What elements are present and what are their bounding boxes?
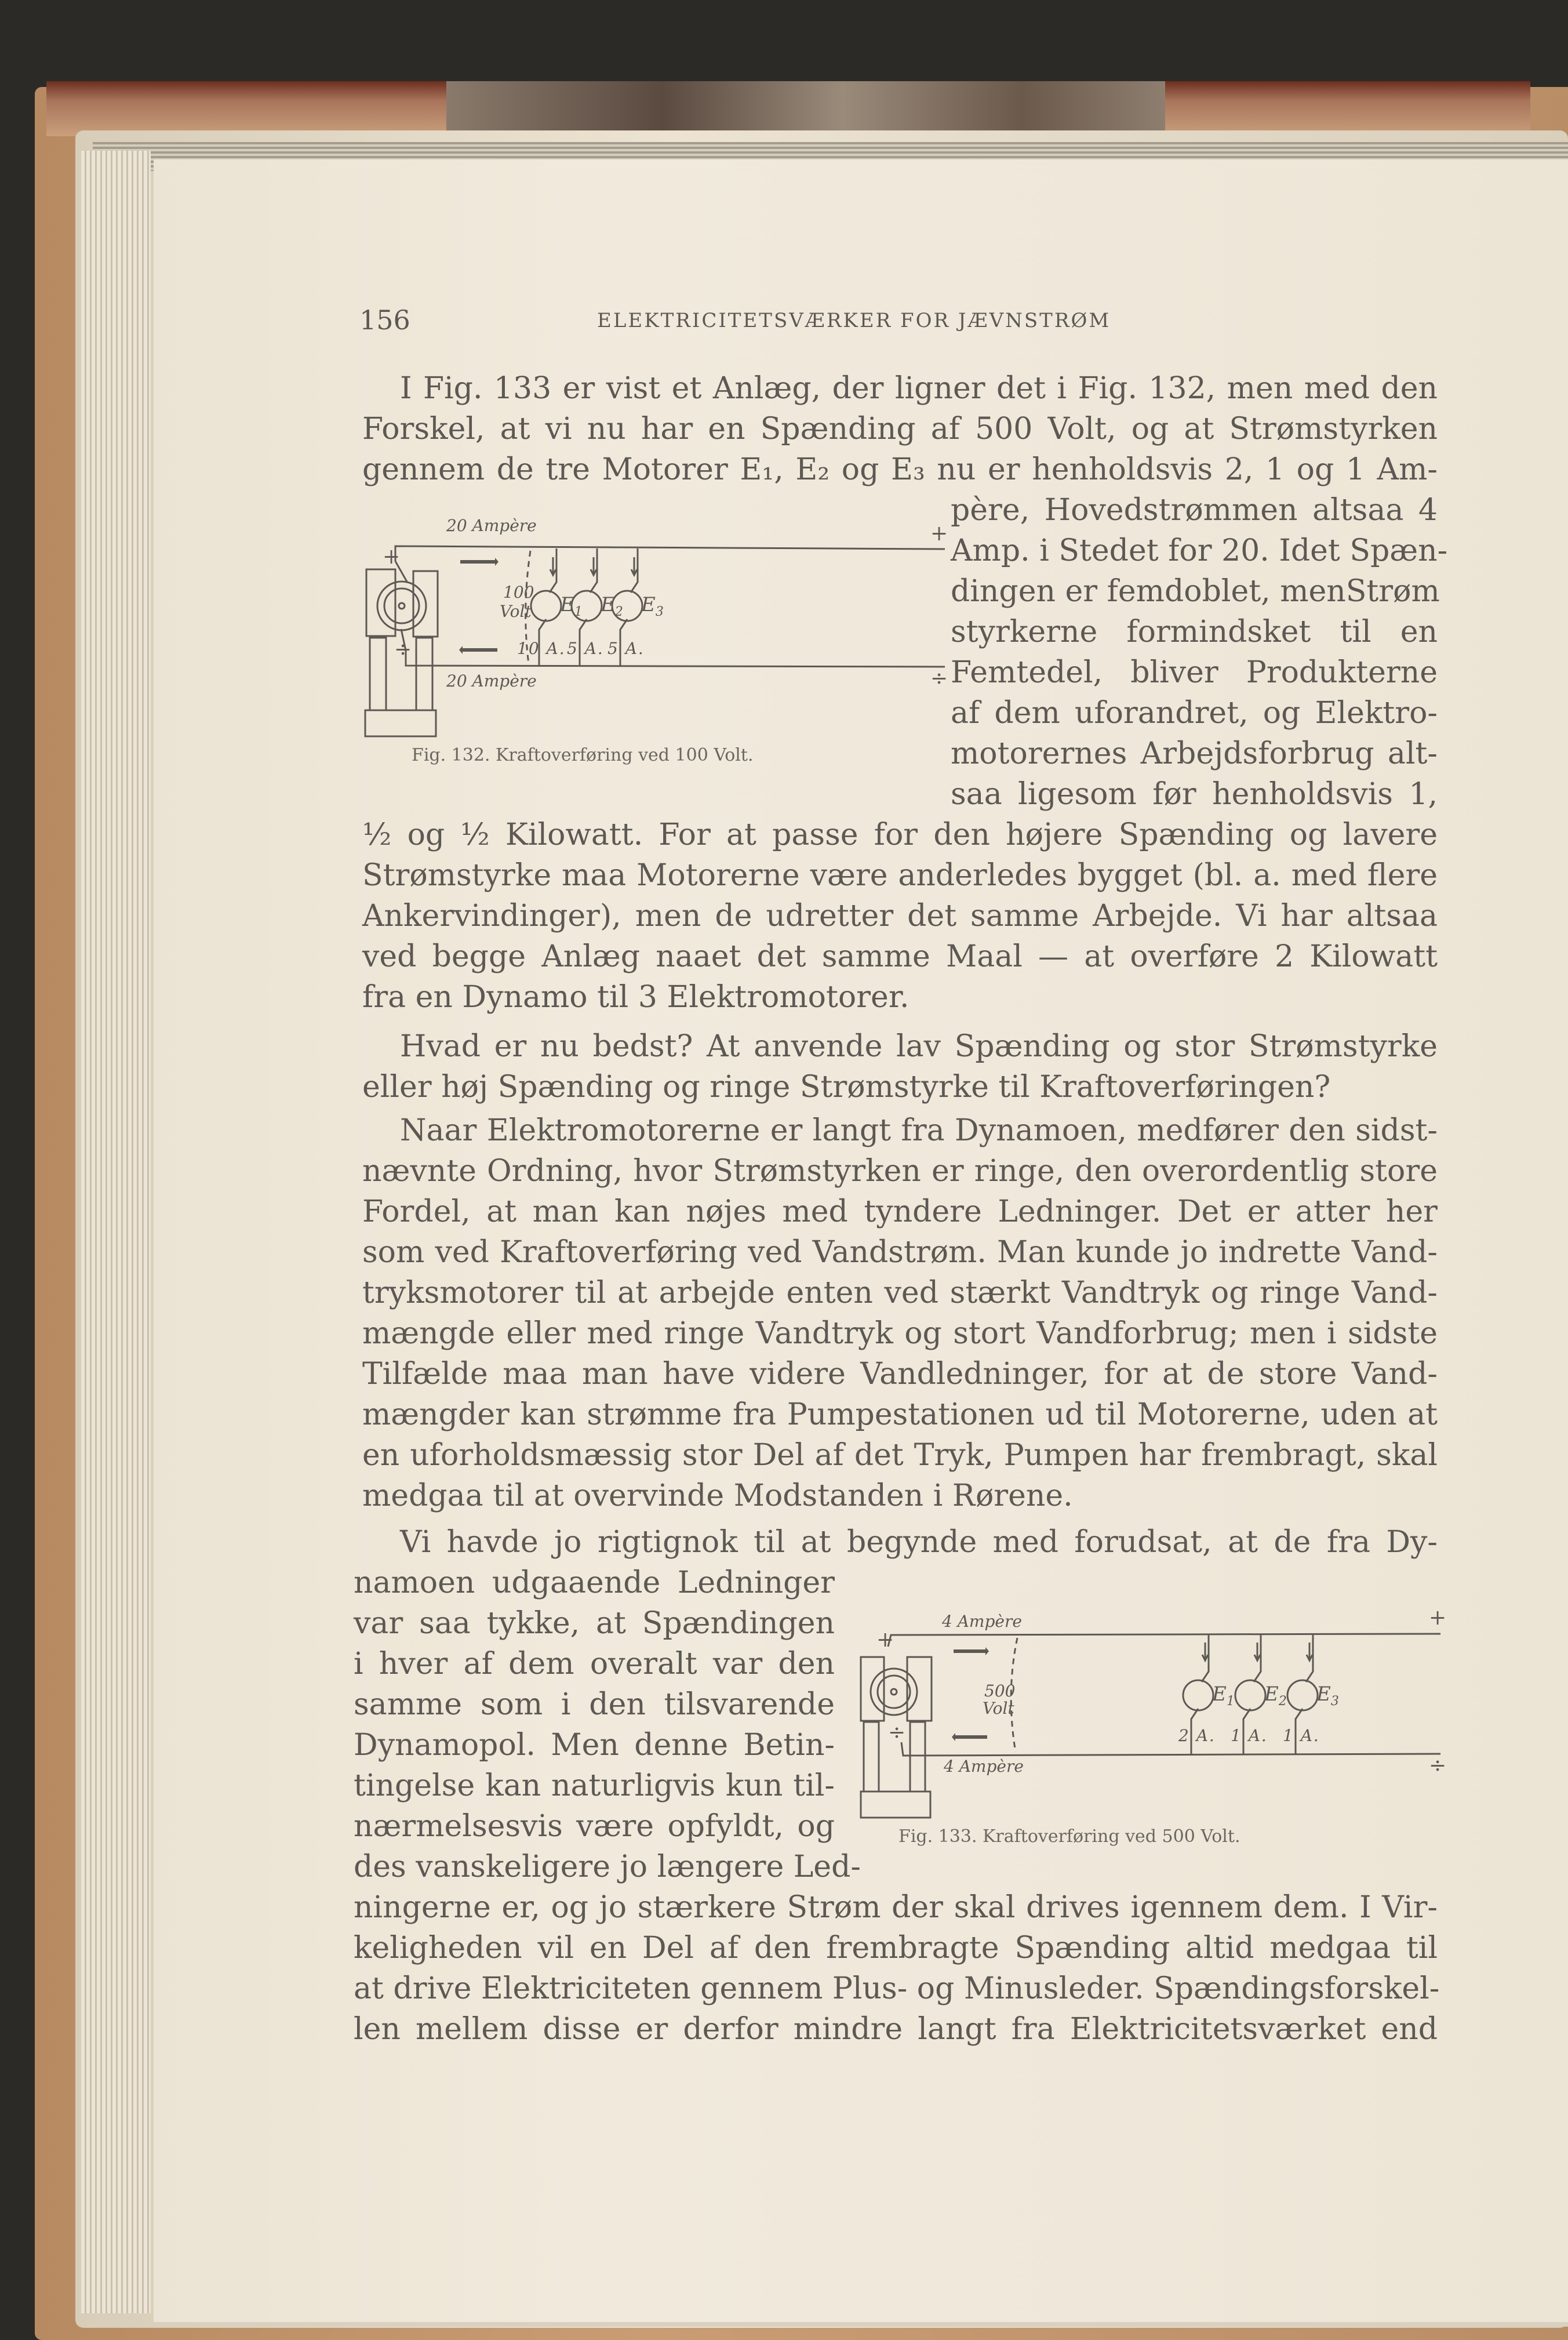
text-line: styrkerne formindsket til en: [951, 615, 1438, 649]
text-line: Fordel, at man kan nøjes med tyndere Ledninger. Det er atter her: [362, 1194, 1438, 1229]
text-line: Hvad er nu bedst? At anvende lav Spænding og stor Strømstyrke: [400, 1029, 1438, 1064]
text-line: Forskel, at vi nu har en Spænding af 500 Volt, og at Strømstyrken: [362, 412, 1438, 446]
page-number: 156: [359, 304, 410, 336]
current-arrow-icon: [550, 557, 556, 575]
motor-label: $E_3$: [1316, 1683, 1339, 1709]
text-line: Vi havde jo rigtignok til at begynde med forudsat, at de fra Dy-: [400, 1525, 1438, 1560]
text-line: af dem uforandret, og Elektro-: [951, 696, 1438, 731]
text-line: samme som i den tilsvarende: [354, 1687, 835, 1722]
text-line: tingelse kan naturligvis kun til-: [354, 1768, 835, 1803]
positive-wire: [395, 546, 945, 561]
page-edges-left: [81, 151, 151, 2313]
circuit-diagram-132: [359, 522, 945, 765]
figure-133: [858, 1589, 1447, 1855]
text-line: Dynamopol. Men denne Betin-: [354, 1728, 835, 1763]
voltage-unit: Volt: [500, 602, 532, 621]
line-minus-sign: ÷: [1429, 1754, 1447, 1778]
text-line: len mellem disse er derfor mindre langt fra Elektricitetsværket end: [354, 2012, 1438, 2047]
dynamo-plus-sign: +: [876, 1628, 894, 1652]
text-line: namoen udgaaende Ledninger: [354, 1565, 835, 1600]
current-arrow-icon: [631, 557, 637, 575]
motor-label: $E_1$: [1212, 1683, 1235, 1709]
motor-current-label: 1 A.: [1231, 1726, 1268, 1745]
bottom-current-label: 4 Ampère: [944, 1757, 1024, 1776]
text-line: fra en Dynamo til 3 Elektromotorer.: [362, 980, 909, 1015]
text-line: en uforholdsmæssig stor Del af det Tryk, Pumpen har frembragt, skal: [362, 1438, 1438, 1473]
motor-current-label: 10 A.: [517, 639, 566, 658]
line-minus-sign: ÷: [930, 667, 948, 691]
positive-wire: [888, 1634, 1440, 1647]
figure-caption: Fig. 132. Kraftoverføring ved 100 Volt.: [412, 745, 754, 765]
line-plus-sign: +: [1429, 1606, 1447, 1630]
voltage-value: 500: [984, 1681, 1016, 1701]
running-head-title: ELEKTRICITETSVÆRKER FOR JÆVNSTRØM: [597, 309, 1111, 332]
motor-symbol-icon: [531, 591, 561, 621]
figure-132: [359, 516, 948, 765]
text-line: ningerne er, og jo stærkere Strøm der skal drives igennem dem. I Vir-: [354, 1890, 1438, 1925]
motor-current-label: 2 A.: [1178, 1726, 1216, 1745]
text-line: at drive Elektriciteten gennem Plus- og Minusleder. Spændingsforskel-: [354, 1971, 1440, 2006]
motor-symbol-icon: [1235, 1680, 1265, 1710]
dynamo-coil-left: [864, 1722, 879, 1792]
motor-symbol-icon: [1183, 1680, 1213, 1710]
text-line: des vanskeligere jo længere Led-: [354, 1850, 861, 1884]
dynamo-minus-sign: ÷: [394, 638, 412, 662]
current-arrow-icon: [1254, 1643, 1260, 1660]
current-arrow-icon: [1307, 1643, 1312, 1660]
text-line: som ved Kraftoverføring ved Vandstrøm. Man kunde jo indrette Vand-: [362, 1235, 1438, 1270]
motor-label: $E_1$: [560, 593, 583, 619]
text-line: I Fig. 133 er vist et Anlæg, der ligner det i Fig. 132, men med den: [400, 371, 1438, 406]
dynamo-base: [365, 710, 436, 736]
dynamo-base: [861, 1792, 930, 1818]
motor-label: $E_2$: [1264, 1683, 1287, 1709]
text-line: motorernes Arbejdsforbrug alt-: [951, 736, 1438, 771]
text-line: nærmelsesvis være opfyldt, og: [354, 1809, 835, 1844]
dynamo-pole-left: [366, 569, 395, 636]
text-line: ½ og ½ Kilowatt. For at passe for den højere Spænding og lavere: [362, 817, 1438, 852]
motor-current-label: 5 A.: [567, 639, 604, 658]
top-current-label: 4 Ampère: [942, 1612, 1022, 1631]
text-line: tryksmotorer til at arbejde enten ved stærkt Vandtryk og ringe Vand-: [362, 1276, 1438, 1310]
dynamo-coil-right: [416, 638, 432, 710]
dynamo-plus-sign: +: [383, 545, 401, 569]
motor-symbol-icon: [1287, 1680, 1318, 1710]
current-arrow-icon: [591, 557, 596, 575]
motor-label: $E_2$: [601, 593, 623, 619]
current-arrows: [459, 558, 499, 654]
text-line: saa ligesom før henholdsvis 1,: [951, 777, 1438, 812]
text-line: gennem de tre Motorer E₁, E₂ og E₃ nu er henholdsvis 2, 1 og 1 Am-: [362, 452, 1438, 487]
motor-current-label: 5 A.: [607, 639, 645, 658]
text-line: Amp. i Stedet for 20. Idet Spæn-: [951, 533, 1448, 568]
current-arrows: [952, 1647, 989, 1741]
text-line: var saa tykke, at Spændingen: [354, 1606, 835, 1641]
text-line: keligheden vil en Del af den frembragte Spænding altid medgaa til: [354, 1931, 1438, 1965]
motor-label: $E_3$: [641, 593, 664, 619]
text-line: dingen er femdoblet, menStrøm: [951, 574, 1440, 609]
text-line: Tilfælde maa man have videre Vandledninger, for at de store Vand-: [362, 1357, 1438, 1391]
dynamo-minus-sign: ÷: [888, 1721, 906, 1745]
text-line: ved begge Anlæg naaet det samme Maal — at overføre 2 Kilowatt: [362, 939, 1438, 974]
text-line: Strømstyrke maa Motorerne være anderledes bygget (bl. a. med flere: [362, 858, 1438, 893]
text-line: eller høj Spænding og ringe Strømstyrke til Kraftoverføringen?: [362, 1070, 1331, 1104]
figure-caption: Fig. 133. Kraftoverføring ved 500 Volt.: [898, 1826, 1240, 1847]
text-line: Ankervindinger), men de udretter det samme Arbejde. Vi har altsaa: [362, 899, 1438, 933]
text-line: père, Hovedstrømmen altsaa 4: [951, 493, 1438, 528]
negative-wire: [901, 1742, 1440, 1756]
dynamo-coil-right: [910, 1722, 925, 1792]
dynamo-pole-right: [907, 1657, 932, 1721]
voltage-unit: Volt: [983, 1699, 1014, 1718]
current-arrow-icon: [1202, 1643, 1208, 1660]
text-line: medgaa til at overvinde Modstanden i Rørene.: [362, 1478, 1073, 1513]
text-line: Naar Elektromotorerne er langt fra Dynamoen, medfører den sidst-: [400, 1113, 1438, 1148]
top-current-label: 20 Ampère: [446, 516, 537, 535]
text-line: nævnte Ordning, hvor Strømstyrken er ringe, den overordentlig store: [362, 1154, 1438, 1189]
text-line: mængde eller med ringe Vandtryk og stort Vandforbrug; men i sidste: [362, 1316, 1438, 1351]
bottom-current-label: 20 Ampère: [446, 671, 537, 691]
text-line: mængder kan strømme fra Pumpestationen ud til Motorerne, uden at: [362, 1397, 1438, 1432]
voltage-value: 100: [503, 583, 534, 602]
motor-current-label: 1 A.: [1283, 1726, 1320, 1745]
text-line: Femtedel, bliver Produkterne: [951, 655, 1438, 690]
dynamo-coil-left: [370, 638, 386, 710]
negative-wire: [406, 651, 945, 667]
running-head: [359, 304, 1438, 339]
line-plus-sign: +: [930, 522, 948, 546]
text-line: i hver af dem overalt var den: [354, 1647, 835, 1681]
